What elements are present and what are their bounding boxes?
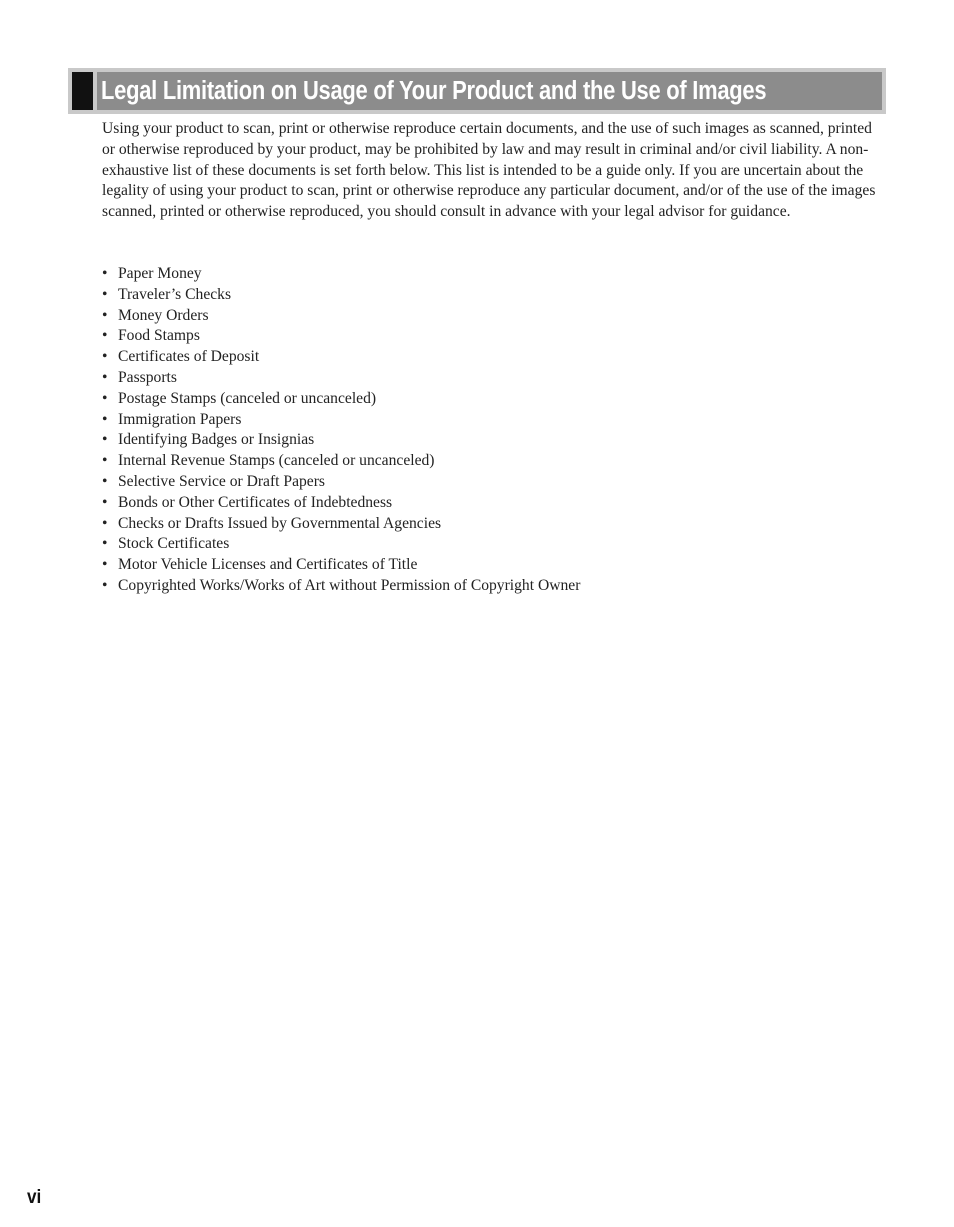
bullet: •	[102, 576, 108, 594]
list-item	[102, 347, 580, 368]
list-item	[102, 285, 580, 306]
list-item-text: Passports	[118, 368, 177, 386]
bullet: •	[102, 472, 108, 490]
list-item	[102, 368, 580, 389]
bullet: •	[102, 514, 108, 532]
intro-paragraph: Using your product to scan, print or otherwise reproduce certain documents, and the use of such images as scanned, printed or otherwise reproduced by your product, may be prohibited by law and may result in criminal and/or civil liability. A non-exhaustive list of these documents is set forth below. This list is intended to be a guide only. If you are uncertain about the legality of using your product to scan, print or otherwise reproduce any particular document, and/or of the use of the images scanned, printed or otherwise reproduced, you should consult in advance with your legal advisor for guidance.	[102, 120, 876, 221]
list-item-text: Traveler’s Checks	[118, 285, 232, 303]
list-item-text: Food Stamps	[118, 327, 200, 345]
list-item	[102, 306, 580, 327]
list-item	[102, 389, 580, 410]
heading-title-band	[97, 72, 882, 110]
list-item-text: Postage Stamps (canceled or uncanceled)	[118, 389, 377, 407]
list-item	[102, 514, 580, 535]
list-item	[102, 534, 580, 555]
list-item	[102, 493, 580, 514]
bullet: •	[102, 493, 108, 511]
list-item	[102, 576, 580, 597]
list-item	[102, 451, 580, 472]
list-item-text: Bonds or Other Certificates of Indebtedness	[118, 493, 393, 511]
list-item-text: Immigration Papers	[118, 410, 242, 428]
bullet: •	[102, 410, 108, 428]
list-item-text: Money Orders	[118, 306, 209, 324]
list-item-text: Paper Money	[118, 265, 202, 282]
list-item-text: Copyrighted Works/Works of Art without Permission of Copyright Owner	[118, 576, 581, 594]
bullet: •	[102, 556, 108, 574]
heading-marker-block	[72, 72, 93, 110]
page-number: vi	[27, 1187, 42, 1208]
bullet: •	[102, 431, 108, 449]
page-title: Legal Limitation on Usage of Your Product and the Use of Images	[101, 77, 767, 105]
bullet: •	[102, 265, 108, 282]
list-item-text: Stock Certificates	[118, 535, 230, 553]
prohibited-documents-list	[102, 264, 580, 597]
list-item-text: Motor Vehicle Licenses and Certificates of Title	[118, 556, 418, 574]
list-item	[102, 555, 580, 576]
list-item-text: Checks or Drafts Issued by Governmental Agencies	[118, 514, 442, 532]
list-item-text: Selective Service or Draft Papers	[118, 472, 325, 490]
bullet: •	[102, 389, 108, 407]
bullet: •	[102, 348, 108, 366]
bullet: •	[102, 285, 108, 303]
bullet: •	[102, 535, 108, 553]
list-item	[102, 410, 580, 431]
list-item	[102, 472, 580, 493]
list-item-text: Internal Revenue Stamps (canceled or uncanceled)	[118, 452, 435, 470]
bullet: •	[102, 327, 108, 345]
section-heading-bar	[68, 68, 886, 114]
list-item-text: Certificates of Deposit	[118, 348, 260, 366]
list-item-text: Identifying Badges or Insignias	[118, 431, 315, 449]
bullet: •	[102, 368, 108, 386]
list-item	[102, 430, 580, 451]
bullet: •	[102, 306, 108, 324]
list-item	[102, 326, 580, 347]
list-item	[102, 264, 580, 285]
bullet: •	[102, 452, 108, 470]
